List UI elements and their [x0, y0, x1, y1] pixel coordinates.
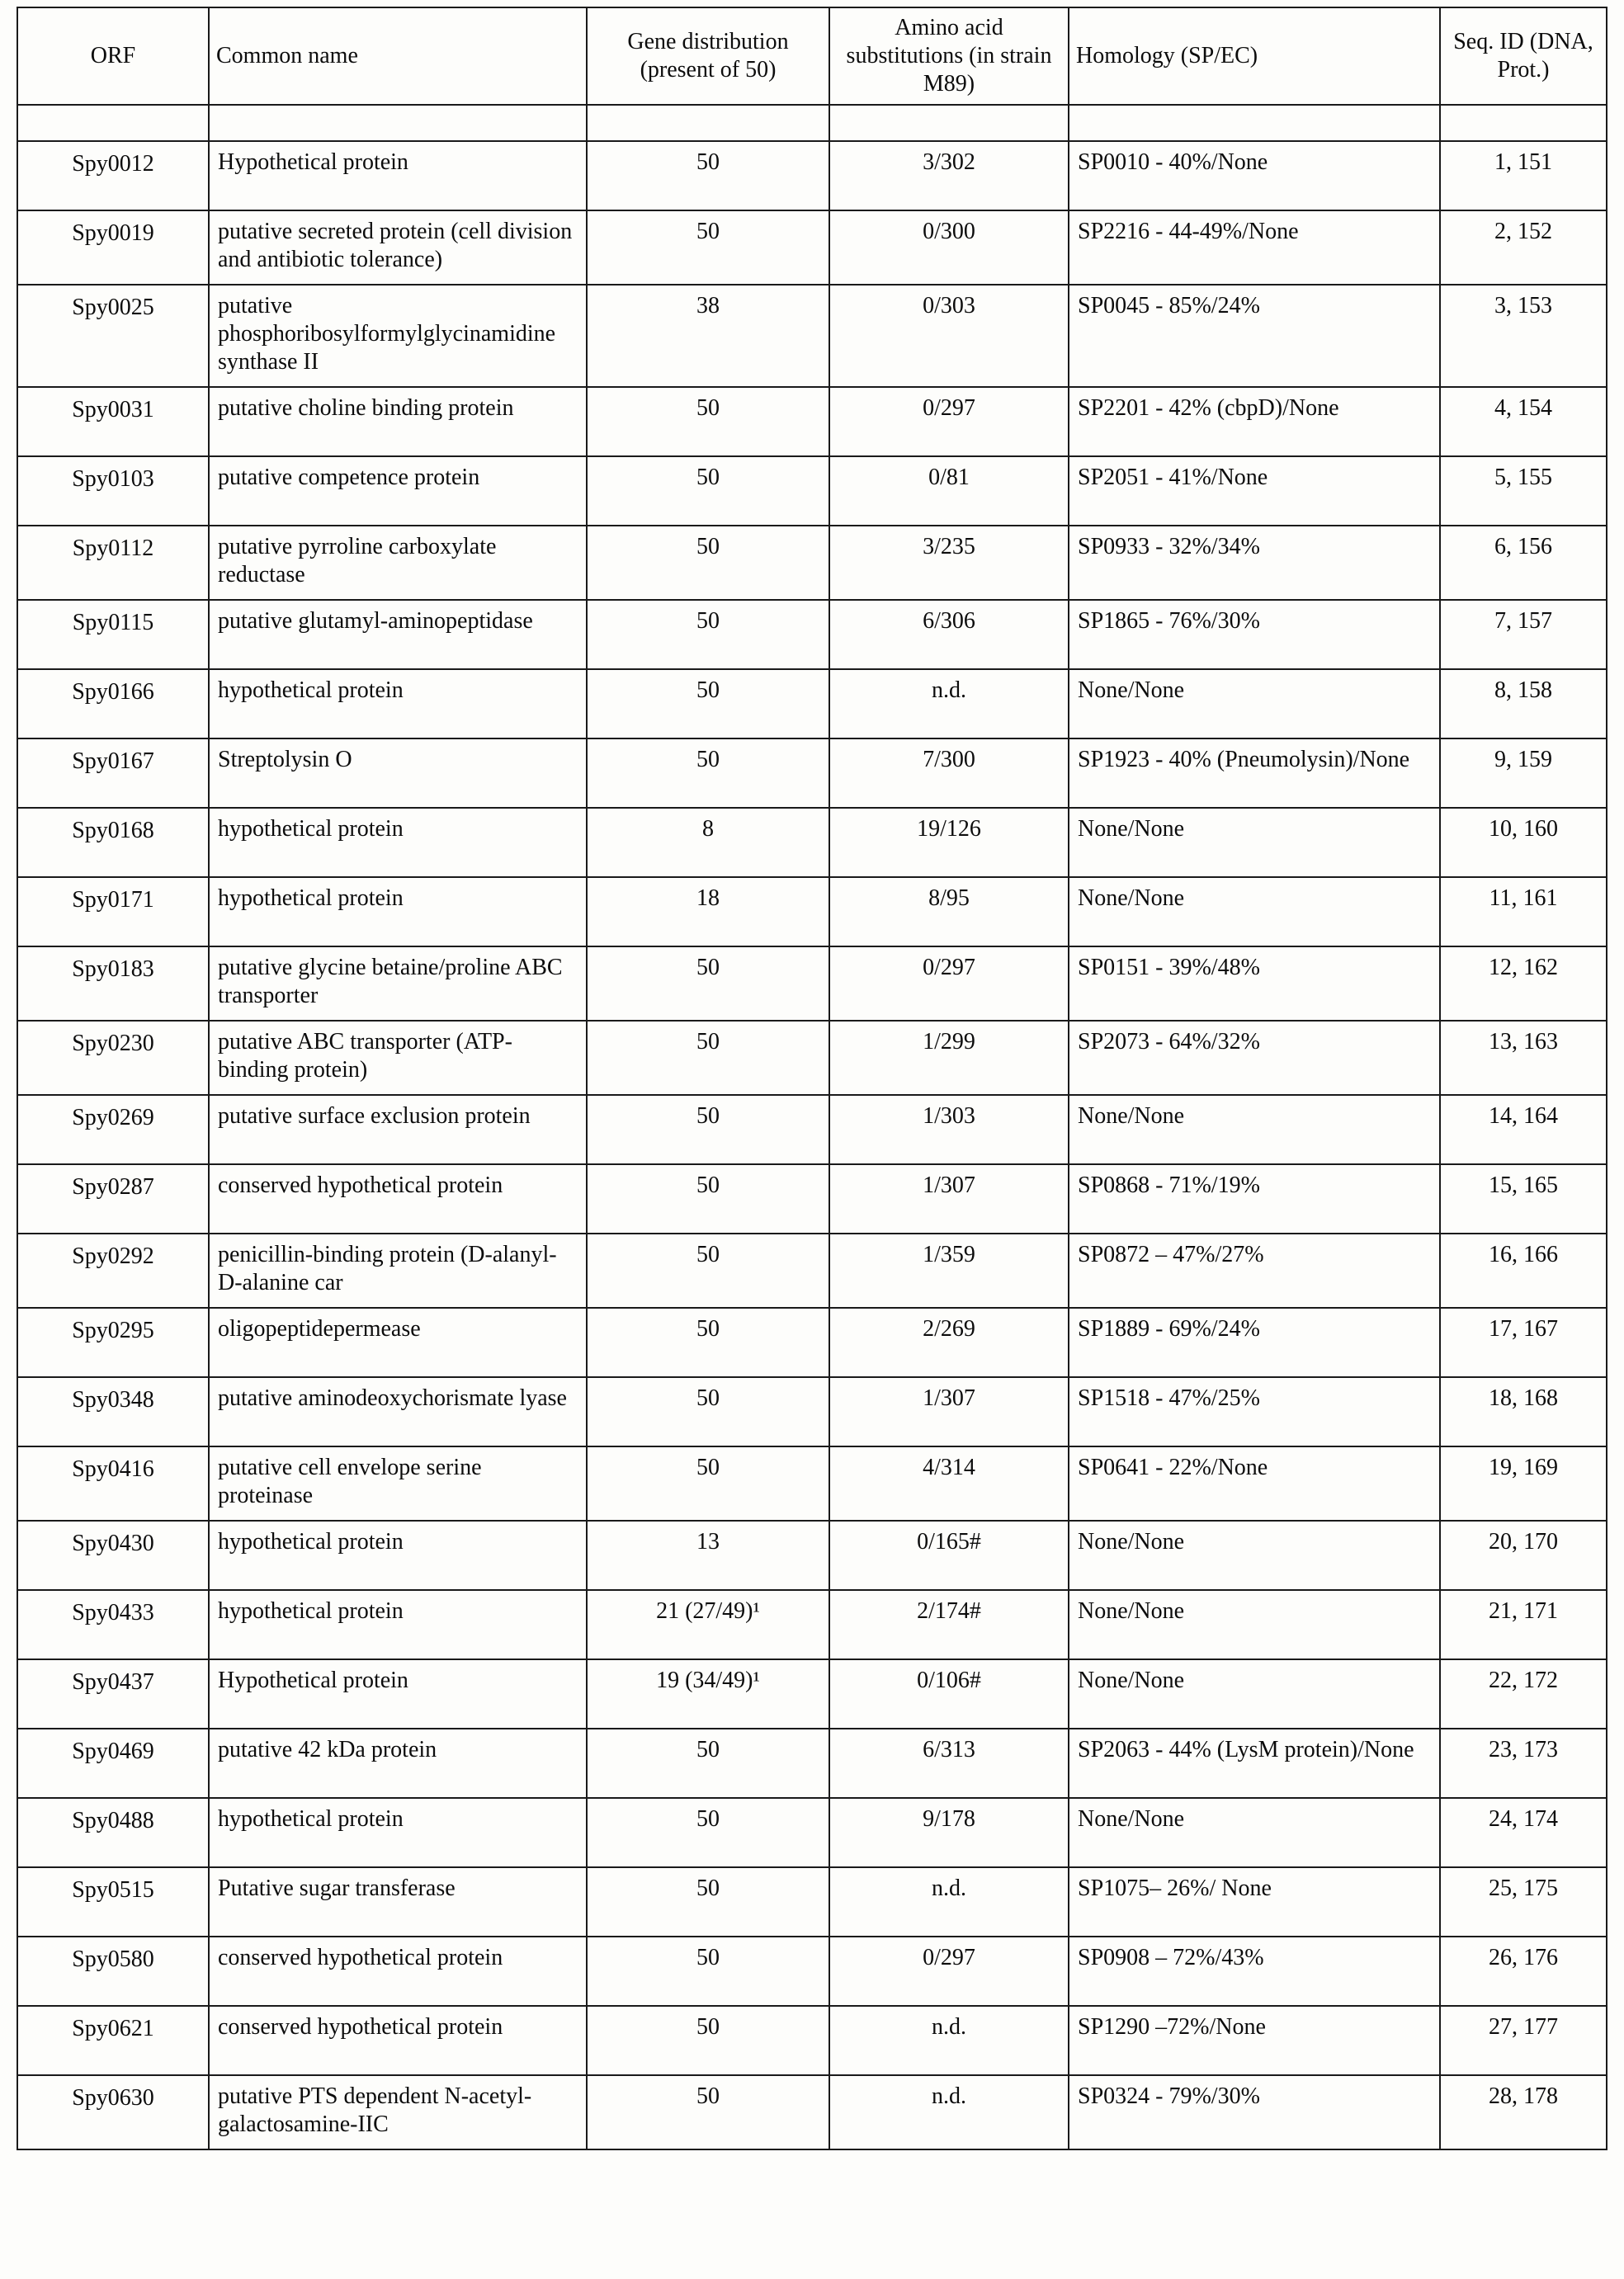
spacer-cell: [17, 105, 209, 141]
cell-seq-id: 6, 156: [1440, 526, 1607, 600]
cell-orf: Spy0348: [17, 1377, 209, 1446]
table-row: [17, 1446, 1607, 1521]
table-row: [17, 1164, 1607, 1234]
column-header-gene-distribution: Gene distribution (present of 50): [587, 7, 829, 105]
cell-gene-distribution: 50: [587, 1234, 829, 1308]
cell-seq-id: 3, 153: [1440, 285, 1607, 387]
cell-homology: SP0872 – 47%/27%: [1069, 1234, 1440, 1308]
cell-seq-id: 5, 155: [1440, 456, 1607, 526]
cell-orf: Spy0167: [17, 738, 209, 808]
cell-amino-acid-substitutions: 2/269: [829, 1308, 1069, 1377]
cell-gene-distribution: 50: [587, 1798, 829, 1867]
cell-orf: Spy0183: [17, 946, 209, 1021]
cell-amino-acid-substitutions: 9/178: [829, 1798, 1069, 1867]
table-body: [17, 105, 1607, 2149]
cell-amino-acid-substitutions: 1/299: [829, 1021, 1069, 1095]
cell-homology: SP1923 - 40% (Pneumolysin)/None: [1069, 738, 1440, 808]
cell-seq-id: 14, 164: [1440, 1095, 1607, 1164]
cell-amino-acid-substitutions: n.d.: [829, 1867, 1069, 1937]
cell-common-name: putative cell envelope serine proteinase: [209, 1446, 587, 1521]
cell-homology: SP1889 - 69%/24%: [1069, 1308, 1440, 1377]
cell-seq-id: 13, 163: [1440, 1021, 1607, 1095]
cell-seq-id: 22, 172: [1440, 1659, 1607, 1729]
cell-gene-distribution: 8: [587, 808, 829, 877]
cell-amino-acid-substitutions: 0/165#: [829, 1521, 1069, 1590]
column-header-homology: Homology (SP/EC): [1069, 7, 1440, 105]
cell-homology: SP2051 - 41%/None: [1069, 456, 1440, 526]
cell-amino-acid-substitutions: 8/95: [829, 877, 1069, 946]
cell-common-name: hypothetical protein: [209, 808, 587, 877]
cell-amino-acid-substitutions: 1/303: [829, 1095, 1069, 1164]
cell-common-name: hypothetical protein: [209, 669, 587, 738]
table-row: [17, 1729, 1607, 1798]
cell-common-name: putative glycine betaine/proline ABC transporter: [209, 946, 587, 1021]
table-row: [17, 946, 1607, 1021]
cell-amino-acid-substitutions: 3/302: [829, 141, 1069, 210]
cell-homology: None/None: [1069, 1590, 1440, 1659]
cell-common-name: putative secreted protein (cell division and antibiotic tolerance): [209, 210, 587, 285]
orf-table: [17, 7, 1607, 2150]
table-row: [17, 1590, 1607, 1659]
spacer-cell: [1069, 105, 1440, 141]
cell-gene-distribution: 19 (34/49)¹: [587, 1659, 829, 1729]
cell-gene-distribution: 50: [587, 210, 829, 285]
cell-gene-distribution: 13: [587, 1521, 829, 1590]
cell-orf: Spy0515: [17, 1867, 209, 1937]
cell-seq-id: 18, 168: [1440, 1377, 1607, 1446]
cell-orf: Spy0287: [17, 1164, 209, 1234]
cell-common-name: putative aminodeoxychorismate lyase: [209, 1377, 587, 1446]
spacer-row: [17, 105, 1607, 141]
cell-common-name: hypothetical protein: [209, 1521, 587, 1590]
cell-amino-acid-substitutions: 0/297: [829, 1937, 1069, 2006]
cell-seq-id: 23, 173: [1440, 1729, 1607, 1798]
cell-gene-distribution: 50: [587, 1446, 829, 1521]
cell-homology: SP2073 - 64%/32%: [1069, 1021, 1440, 1095]
cell-amino-acid-substitutions: 6/306: [829, 600, 1069, 669]
table-row: [17, 1234, 1607, 1308]
cell-orf: Spy0433: [17, 1590, 209, 1659]
cell-orf: Spy0166: [17, 669, 209, 738]
cell-orf: Spy0416: [17, 1446, 209, 1521]
cell-amino-acid-substitutions: 3/235: [829, 526, 1069, 600]
cell-gene-distribution: 50: [587, 387, 829, 456]
cell-seq-id: 9, 159: [1440, 738, 1607, 808]
cell-gene-distribution: 50: [587, 456, 829, 526]
cell-gene-distribution: 50: [587, 1377, 829, 1446]
table-row: [17, 1659, 1607, 1729]
spacer-cell: [209, 105, 587, 141]
cell-homology: None/None: [1069, 1659, 1440, 1729]
cell-homology: SP1518 - 47%/25%: [1069, 1377, 1440, 1446]
cell-gene-distribution: 50: [587, 1095, 829, 1164]
cell-homology: SP1290 –72%/None: [1069, 2006, 1440, 2075]
table-row: [17, 877, 1607, 946]
cell-common-name: conserved hypothetical protein: [209, 2006, 587, 2075]
table-row: [17, 2075, 1607, 2149]
cell-orf: Spy0103: [17, 456, 209, 526]
cell-homology: SP0010 - 40%/None: [1069, 141, 1440, 210]
cell-gene-distribution: 50: [587, 526, 829, 600]
cell-orf: Spy0112: [17, 526, 209, 600]
spacer-cell: [829, 105, 1069, 141]
cell-gene-distribution: 50: [587, 946, 829, 1021]
cell-orf: Spy0019: [17, 210, 209, 285]
cell-common-name: putative ABC transporter (ATP-binding protein): [209, 1021, 587, 1095]
cell-common-name: putative surface exclusion protein: [209, 1095, 587, 1164]
cell-homology: SP0045 - 85%/24%: [1069, 285, 1440, 387]
cell-homology: SP0868 - 71%/19%: [1069, 1164, 1440, 1234]
cell-seq-id: 11, 161: [1440, 877, 1607, 946]
cell-gene-distribution: 50: [587, 2075, 829, 2149]
table-row: [17, 669, 1607, 738]
cell-gene-distribution: 38: [587, 285, 829, 387]
table-row: [17, 738, 1607, 808]
table-row: [17, 1377, 1607, 1446]
cell-amino-acid-substitutions: n.d.: [829, 2006, 1069, 2075]
table-row: [17, 1021, 1607, 1095]
cell-amino-acid-substitutions: 0/106#: [829, 1659, 1069, 1729]
table-row: [17, 1095, 1607, 1164]
cell-gene-distribution: 50: [587, 600, 829, 669]
cell-homology: SP0641 - 22%/None: [1069, 1446, 1440, 1521]
table-row: [17, 387, 1607, 456]
cell-common-name: putative glutamyl-aminopeptidase: [209, 600, 587, 669]
table-row: [17, 1867, 1607, 1937]
cell-common-name: putative phosphoribosylformylglycinamidine synthase II: [209, 285, 587, 387]
cell-orf: Spy0630: [17, 2075, 209, 2149]
cell-homology: SP1865 - 76%/30%: [1069, 600, 1440, 669]
cell-amino-acid-substitutions: 19/126: [829, 808, 1069, 877]
cell-seq-id: 21, 171: [1440, 1590, 1607, 1659]
cell-common-name: Hypothetical protein: [209, 141, 587, 210]
cell-amino-acid-substitutions: 0/297: [829, 946, 1069, 1021]
cell-homology: None/None: [1069, 1095, 1440, 1164]
cell-gene-distribution: 50: [587, 141, 829, 210]
cell-homology: SP0151 - 39%/48%: [1069, 946, 1440, 1021]
cell-seq-id: 20, 170: [1440, 1521, 1607, 1590]
cell-common-name: hypothetical protein: [209, 877, 587, 946]
cell-amino-acid-substitutions: 0/81: [829, 456, 1069, 526]
table-row: [17, 141, 1607, 210]
table-row: [17, 1937, 1607, 2006]
cell-gene-distribution: 50: [587, 1937, 829, 2006]
cell-seq-id: 27, 177: [1440, 2006, 1607, 2075]
cell-gene-distribution: 50: [587, 1729, 829, 1798]
spacer-cell: [587, 105, 829, 141]
cell-amino-acid-substitutions: 0/297: [829, 387, 1069, 456]
spacer-cell: [1440, 105, 1607, 141]
cell-seq-id: 4, 154: [1440, 387, 1607, 456]
cell-common-name: Streptolysin O: [209, 738, 587, 808]
table-header: [17, 7, 1607, 105]
cell-common-name: putative pyrroline carboxylate reductase: [209, 526, 587, 600]
cell-homology: SP0908 – 72%/43%: [1069, 1937, 1440, 2006]
cell-seq-id: 2, 152: [1440, 210, 1607, 285]
column-header-common-name: Common name: [209, 7, 587, 105]
cell-common-name: putative 42 kDa protein: [209, 1729, 587, 1798]
cell-orf: Spy0621: [17, 2006, 209, 2075]
cell-orf: Spy0025: [17, 285, 209, 387]
cell-seq-id: 28, 178: [1440, 2075, 1607, 2149]
cell-orf: Spy0437: [17, 1659, 209, 1729]
cell-common-name: hypothetical protein: [209, 1590, 587, 1659]
cell-common-name: oligopeptidepermease: [209, 1308, 587, 1377]
table-row: [17, 2006, 1607, 2075]
cell-amino-acid-substitutions: 6/313: [829, 1729, 1069, 1798]
cell-amino-acid-substitutions: 2/174#: [829, 1590, 1069, 1659]
table-row: [17, 526, 1607, 600]
cell-amino-acid-substitutions: 0/300: [829, 210, 1069, 285]
cell-seq-id: 12, 162: [1440, 946, 1607, 1021]
cell-homology: None/None: [1069, 1521, 1440, 1590]
table-row: [17, 1308, 1607, 1377]
table-row: [17, 1798, 1607, 1867]
cell-homology: None/None: [1069, 808, 1440, 877]
cell-amino-acid-substitutions: 1/359: [829, 1234, 1069, 1308]
cell-orf: Spy0269: [17, 1095, 209, 1164]
column-header-amino-acid-substitutions: Amino acid substitutions (in strain M89): [829, 7, 1069, 105]
table-header-row: [17, 7, 1607, 105]
cell-homology: None/None: [1069, 669, 1440, 738]
cell-amino-acid-substitutions: 4/314: [829, 1446, 1069, 1521]
cell-gene-distribution: 50: [587, 2006, 829, 2075]
cell-common-name: conserved hypothetical protein: [209, 1937, 587, 2006]
cell-homology: None/None: [1069, 1798, 1440, 1867]
cell-seq-id: 17, 167: [1440, 1308, 1607, 1377]
cell-amino-acid-substitutions: n.d.: [829, 2075, 1069, 2149]
cell-orf: Spy0115: [17, 600, 209, 669]
cell-common-name: putative competence protein: [209, 456, 587, 526]
column-header-orf: ORF: [17, 7, 209, 105]
cell-orf: Spy0168: [17, 808, 209, 877]
cell-seq-id: 26, 176: [1440, 1937, 1607, 2006]
cell-orf: Spy0031: [17, 387, 209, 456]
cell-orf: Spy0488: [17, 1798, 209, 1867]
cell-orf: Spy0469: [17, 1729, 209, 1798]
cell-gene-distribution: 18: [587, 877, 829, 946]
cell-orf: Spy0171: [17, 877, 209, 946]
cell-seq-id: 15, 165: [1440, 1164, 1607, 1234]
cell-homology: SP2216 - 44-49%/None: [1069, 210, 1440, 285]
cell-gene-distribution: 50: [587, 1308, 829, 1377]
cell-amino-acid-substitutions: 7/300: [829, 738, 1069, 808]
cell-homology: SP1075– 26%/ None: [1069, 1867, 1440, 1937]
cell-orf: Spy0580: [17, 1937, 209, 2006]
cell-amino-acid-substitutions: 1/307: [829, 1377, 1069, 1446]
cell-seq-id: 10, 160: [1440, 808, 1607, 877]
table-row: [17, 600, 1607, 669]
cell-amino-acid-substitutions: n.d.: [829, 669, 1069, 738]
table-row: [17, 285, 1607, 387]
cell-gene-distribution: 50: [587, 1021, 829, 1095]
cell-common-name: putative choline binding protein: [209, 387, 587, 456]
cell-orf: Spy0292: [17, 1234, 209, 1308]
cell-gene-distribution: 50: [587, 738, 829, 808]
cell-seq-id: 8, 158: [1440, 669, 1607, 738]
cell-homology: None/None: [1069, 877, 1440, 946]
cell-common-name: putative PTS dependent N-acetyl-galactosamine-IIC: [209, 2075, 587, 2149]
cell-amino-acid-substitutions: 0/303: [829, 285, 1069, 387]
cell-seq-id: 7, 157: [1440, 600, 1607, 669]
cell-orf: Spy0430: [17, 1521, 209, 1590]
table-row: [17, 210, 1607, 285]
cell-common-name: hypothetical protein: [209, 1798, 587, 1867]
cell-homology: SP0933 - 32%/34%: [1069, 526, 1440, 600]
cell-gene-distribution: 21 (27/49)¹: [587, 1590, 829, 1659]
table-row: [17, 456, 1607, 526]
cell-seq-id: 1, 151: [1440, 141, 1607, 210]
cell-common-name: Hypothetical protein: [209, 1659, 587, 1729]
table-row: [17, 1521, 1607, 1590]
cell-common-name: Putative sugar transferase: [209, 1867, 587, 1937]
cell-homology: SP0324 - 79%/30%: [1069, 2075, 1440, 2149]
cell-seq-id: 25, 175: [1440, 1867, 1607, 1937]
cell-orf: Spy0295: [17, 1308, 209, 1377]
cell-seq-id: 24, 174: [1440, 1798, 1607, 1867]
cell-homology: SP2063 - 44% (LysM protein)/None: [1069, 1729, 1440, 1798]
cell-homology: SP2201 - 42% (cbpD)/None: [1069, 387, 1440, 456]
cell-seq-id: 19, 169: [1440, 1446, 1607, 1521]
column-header-seq-id: Seq. ID (DNA, Prot.): [1440, 7, 1607, 105]
cell-orf: Spy0230: [17, 1021, 209, 1095]
cell-common-name: penicillin-binding protein (D-alanyl-D-alanine car: [209, 1234, 587, 1308]
cell-gene-distribution: 50: [587, 1867, 829, 1937]
table-row: [17, 808, 1607, 877]
cell-seq-id: 16, 166: [1440, 1234, 1607, 1308]
cell-gene-distribution: 50: [587, 669, 829, 738]
cell-orf: Spy0012: [17, 141, 209, 210]
cell-common-name: conserved hypothetical protein: [209, 1164, 587, 1234]
cell-gene-distribution: 50: [587, 1164, 829, 1234]
cell-amino-acid-substitutions: 1/307: [829, 1164, 1069, 1234]
